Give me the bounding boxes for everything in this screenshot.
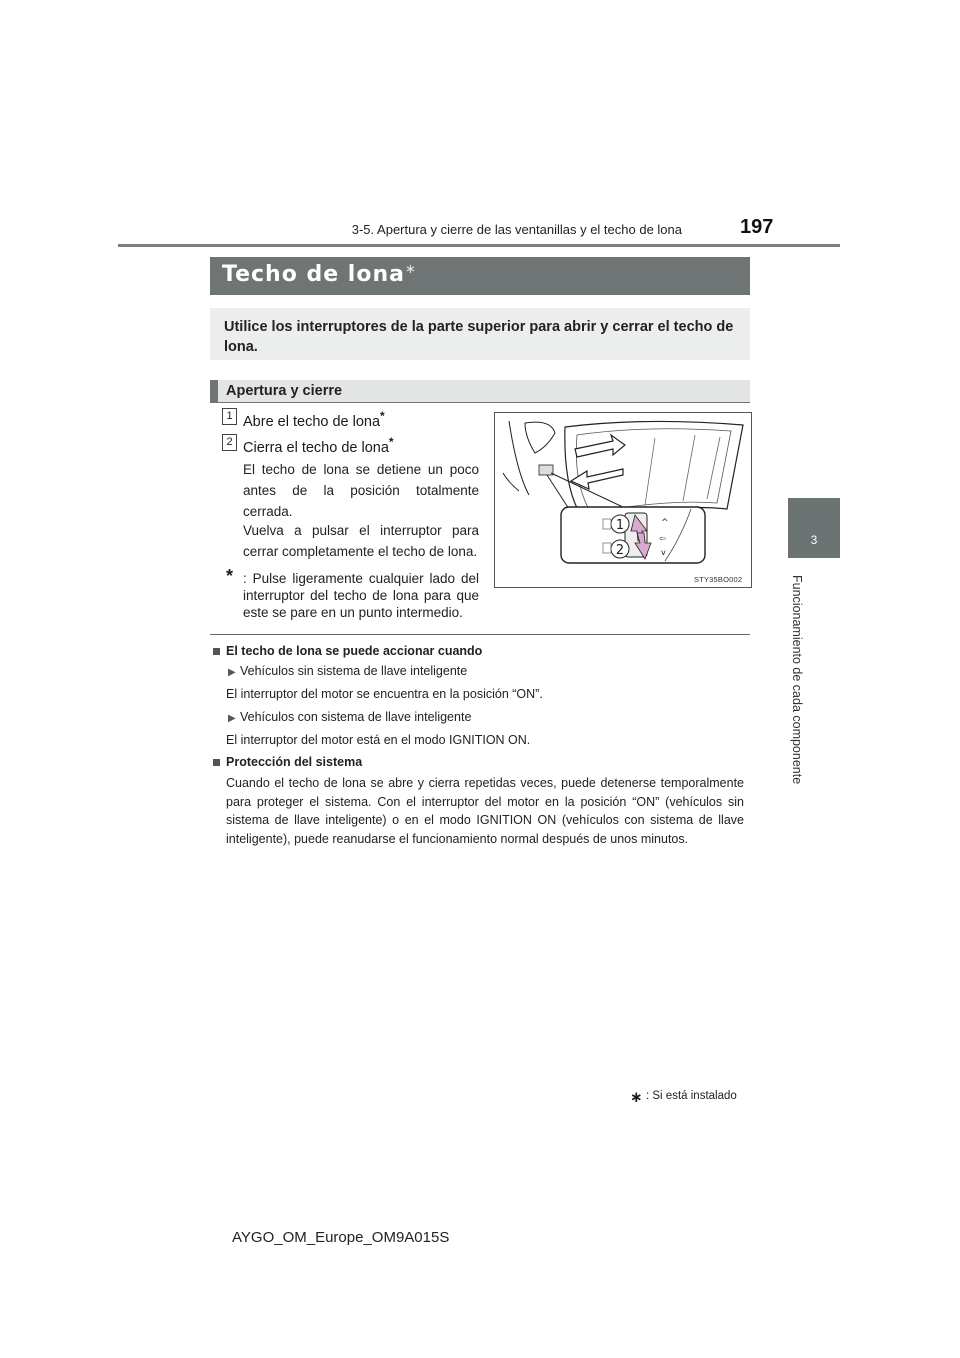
sub1-text: El interruptor del motor se encuentra en la posición “ON”.	[226, 687, 543, 701]
chapter-title-vertical	[790, 575, 810, 790]
item-2-marker: *	[388, 435, 394, 449]
item-1-marker: *	[380, 409, 385, 423]
protection-text: Cuando el techo de lona se abre y cierra repetidas veces, puede detenerse temporalmente para proteger el sistema. Con el interruptor del motor en la posición “ON” (vehículos sin sistema de llave inteligente) o en el modo IGNITION ON (vehículos con sistema de llave inteligente), puede reanudarse el funcionamiento normal después de unos minutos.	[226, 776, 744, 847]
page-title	[222, 262, 417, 287]
chapter-title: Funcionamiento de cada componente	[790, 575, 804, 785]
illustration-caption: STY35BO002	[694, 575, 743, 584]
page-title-text: Techo de lona	[222, 262, 405, 287]
operate-heading: El techo de lona se puede accionar cuando	[226, 644, 483, 658]
document-footer: AYGO_OM_Europe_OM9A015S	[232, 1229, 450, 1246]
subheading-accent	[210, 380, 218, 402]
callout-1: 1	[615, 518, 625, 533]
item-2-note-1: El techo de lona se detiene un poco antes de la posición totalmente cerrada.	[243, 462, 479, 519]
installed-marker: ∗	[630, 1089, 643, 1106]
chapter-number: 3	[810, 533, 818, 547]
svg-text:^: ^	[661, 518, 669, 528]
arrow-right-icon: ▶	[228, 667, 236, 678]
item-2-label: Cierra el techo de lona	[243, 439, 389, 456]
footnote-marker: *	[226, 566, 234, 586]
arrow-right-icon: ▶	[228, 713, 236, 724]
footnote-text: : Pulse ligeramente cualquier lado del interruptor del techo de lona para que este se pare en un punto intermedio.	[243, 571, 479, 620]
bullet-square-1	[213, 648, 220, 655]
intro-text: Utilice los interruptores de la parte superior para abrir y cerrar el techo de lona.	[224, 319, 734, 355]
installed-note: : Si está instalado	[646, 1090, 737, 1102]
bullet-square-2	[213, 759, 220, 766]
protection-heading: Protección del sistema	[226, 755, 363, 769]
subheading: Apertura y cierre	[226, 383, 343, 399]
chapter-tab	[788, 498, 840, 558]
sub1-label: Vehículos sin sistema de llave inteligente	[240, 664, 468, 678]
item-number-2: 2	[222, 434, 237, 451]
section-rule	[210, 634, 750, 635]
item-1-label: Abre el techo de lona	[243, 413, 381, 430]
svg-text:v: v	[661, 548, 666, 557]
page-number: 197	[740, 216, 774, 238]
sub2-text: El interruptor del motor está en el modo IGNITION ON.	[226, 733, 531, 747]
sunroof-drawing	[495, 413, 751, 587]
callout-2: 2	[615, 543, 625, 558]
running-header: 3-5. Apertura y cierre de las ventanillas y el techo de lona	[351, 222, 682, 237]
svg-text:⇦: ⇦	[659, 534, 666, 543]
item-2-text	[243, 435, 394, 456]
illustration-sunroof-switch	[494, 412, 752, 588]
sub2-label: Vehículos con sistema de llave inteligente	[240, 710, 472, 724]
item-number-1: 1	[222, 408, 237, 425]
title-marker: ∗	[404, 262, 417, 277]
item-1-text	[243, 409, 385, 430]
item-2-note-2: Vuelva a pulsar el interruptor para cerrar completamente el techo de lona.	[243, 523, 479, 559]
header-rule	[118, 244, 840, 247]
